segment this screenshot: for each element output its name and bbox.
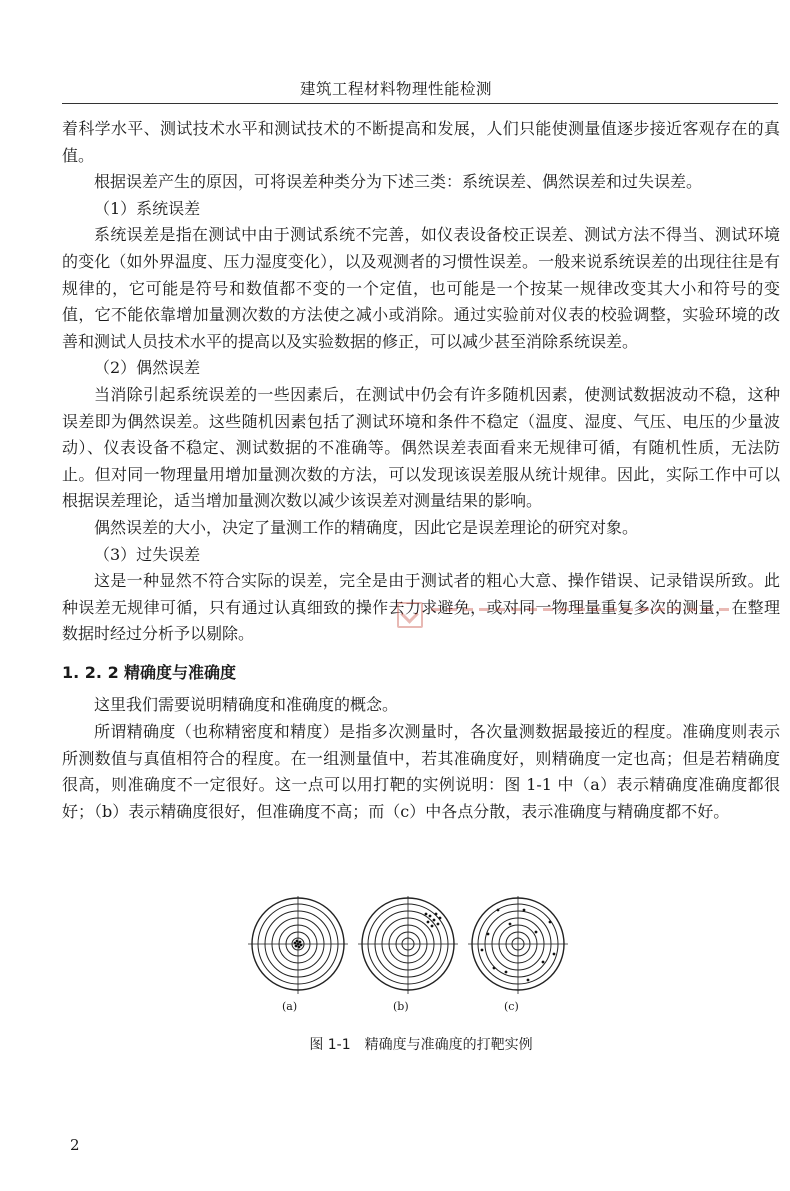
- bullet-hole: [297, 943, 300, 946]
- bullet-hole: [527, 979, 530, 982]
- body-text: [62, 116, 780, 825]
- bullet-hole: [298, 946, 301, 949]
- bullet-hole: [553, 953, 556, 956]
- watermark: [397, 600, 737, 636]
- bullet-hole: [509, 923, 512, 926]
- bullet-hole: [429, 915, 432, 918]
- paragraph: 偶然误差的大小，决定了量测工作的精确度，因此它是误差理论的研究对象。: [94, 517, 639, 537]
- bullet-hole: [299, 941, 302, 944]
- header-rule: [62, 103, 778, 104]
- bullet-hole: [542, 961, 545, 964]
- bullet-hole: [437, 923, 440, 926]
- bullet-hole: [481, 949, 484, 952]
- target-diagrams: [62, 896, 780, 1006]
- paragraph: 所谓精确度（也称精密度和精度）是指多次测量时，各次量测数据最接近的程度。准确度则表示所测数值与真值相符合的程度。在一组测量值中，若其准确度好，则精确度一定也高；但是若精确度很高，则准确度不一定很好。这一点可以用打靶的实例说明：图 1-1 中（a）表示精确度准确度都很好；（b）表示精确度很好，但准确度不高；而（c）中各点分散，表示准确度与精确度都不好。: [62, 722, 780, 821]
- figure-caption: 图 1-1 精确度与准确度的打靶实例: [309, 1037, 533, 1053]
- bullet-hole: [497, 909, 500, 912]
- running-header: 建筑工程材料物理性能检测: [300, 80, 493, 98]
- paragraph: 这是一种显然不符合实际的误差，完全是由于测试者的粗心大意、操作错误、记录错误所致。此种误差无规律可循，只有通过认真细致的操作去力求避免，或对同一物理量重复多次的测量，在整理数据时经过分析予以剔除。: [62, 571, 780, 644]
- bullet-hole: [296, 940, 299, 943]
- subheading-systematic: （1）系统误差: [94, 198, 201, 218]
- paragraph: 当消除引起系统误差的一些因素后，在测试中仍会有许多随机因素，使测试数据波动不稳，这种误差即为偶然误差。这些随机因素包括了测试环境和条件不稳定（温度、湿度、气压、电压的少量波动）、仪表设备不稳定、测试数据的不准确等。偶然误差表面看来无规律可循，有随机性质，无法防止。但对同一物理量用增加量测次数的方法，可以发现该误差服从统计规律。因此，实际工作中可以根据误差理论，适当增加量测次数以减少该误差对测量结果的影响。: [62, 384, 780, 511]
- bullet-hole: [295, 945, 298, 948]
- target-c: [468, 896, 568, 994]
- bullet-hole: [535, 931, 538, 934]
- watermark-logo-icon: [397, 602, 423, 628]
- bullet-hole: [439, 917, 442, 920]
- bullet-hole: [549, 921, 552, 924]
- bullet-hole: [435, 913, 438, 916]
- paragraph: 系统误差是指在测试中由于测试系统不完善，如仪表设备校正误差、测试方法不得当、测试环境的变化（如外界温度、压力湿度变化），以及观测者的习惯性误差。一般来说系统误差的出现往往是有规律的，它可能是符号和数值都不变的一个定值，也可能是一个按某一规律改变其大小和符号的变值，它不能依靠增加量测次数的方法使之减小或消除。通过实验前对仪表的校验调整，实验环境的改善和测试人员技术水平的提高以及实验数据的修正，可以减少甚至消除系统误差。: [62, 225, 780, 351]
- paragraph: 这里我们需要说明精确度和准确度的概念。: [94, 695, 399, 715]
- bullet-hole: [433, 919, 436, 922]
- bullet-hole: [523, 909, 526, 912]
- bullet-hole: [431, 925, 434, 928]
- paragraph: 根据误差产生的原因，可将误差种类分为下述三类：系统误差、偶然误差和过失误差。: [94, 172, 703, 192]
- figure-1-1: [62, 896, 780, 1056]
- figure-label-a: (a): [282, 1000, 298, 1013]
- figure-label-c: (c): [504, 1000, 519, 1013]
- bullet-hole: [300, 944, 303, 947]
- subheading-random: （2）偶然误差: [94, 358, 201, 378]
- page-number: 2: [70, 1136, 80, 1154]
- target-a: [248, 896, 348, 994]
- subheading-gross: （3）过失误差: [94, 544, 201, 564]
- section-title: 精确度与准确度: [124, 662, 237, 682]
- figure-label-b: (b): [393, 1000, 409, 1013]
- bullet-hole: [427, 921, 430, 924]
- bullet-hole: [505, 971, 508, 974]
- target-b: [358, 896, 458, 994]
- bullet-hole: [425, 913, 428, 916]
- bullet-hole: [294, 942, 297, 945]
- bullet-hole: [487, 933, 490, 936]
- section-heading: [62, 660, 780, 687]
- paragraph: 着科学水平、测试技术水平和测试技术的不断提高和发展，人们只能使测量值逐步接近客观存在的真值。: [62, 119, 780, 165]
- section-number: 1. 2. 2: [62, 662, 119, 682]
- watermark-text-decoration: [431, 608, 731, 611]
- bullet-hole: [493, 967, 496, 970]
